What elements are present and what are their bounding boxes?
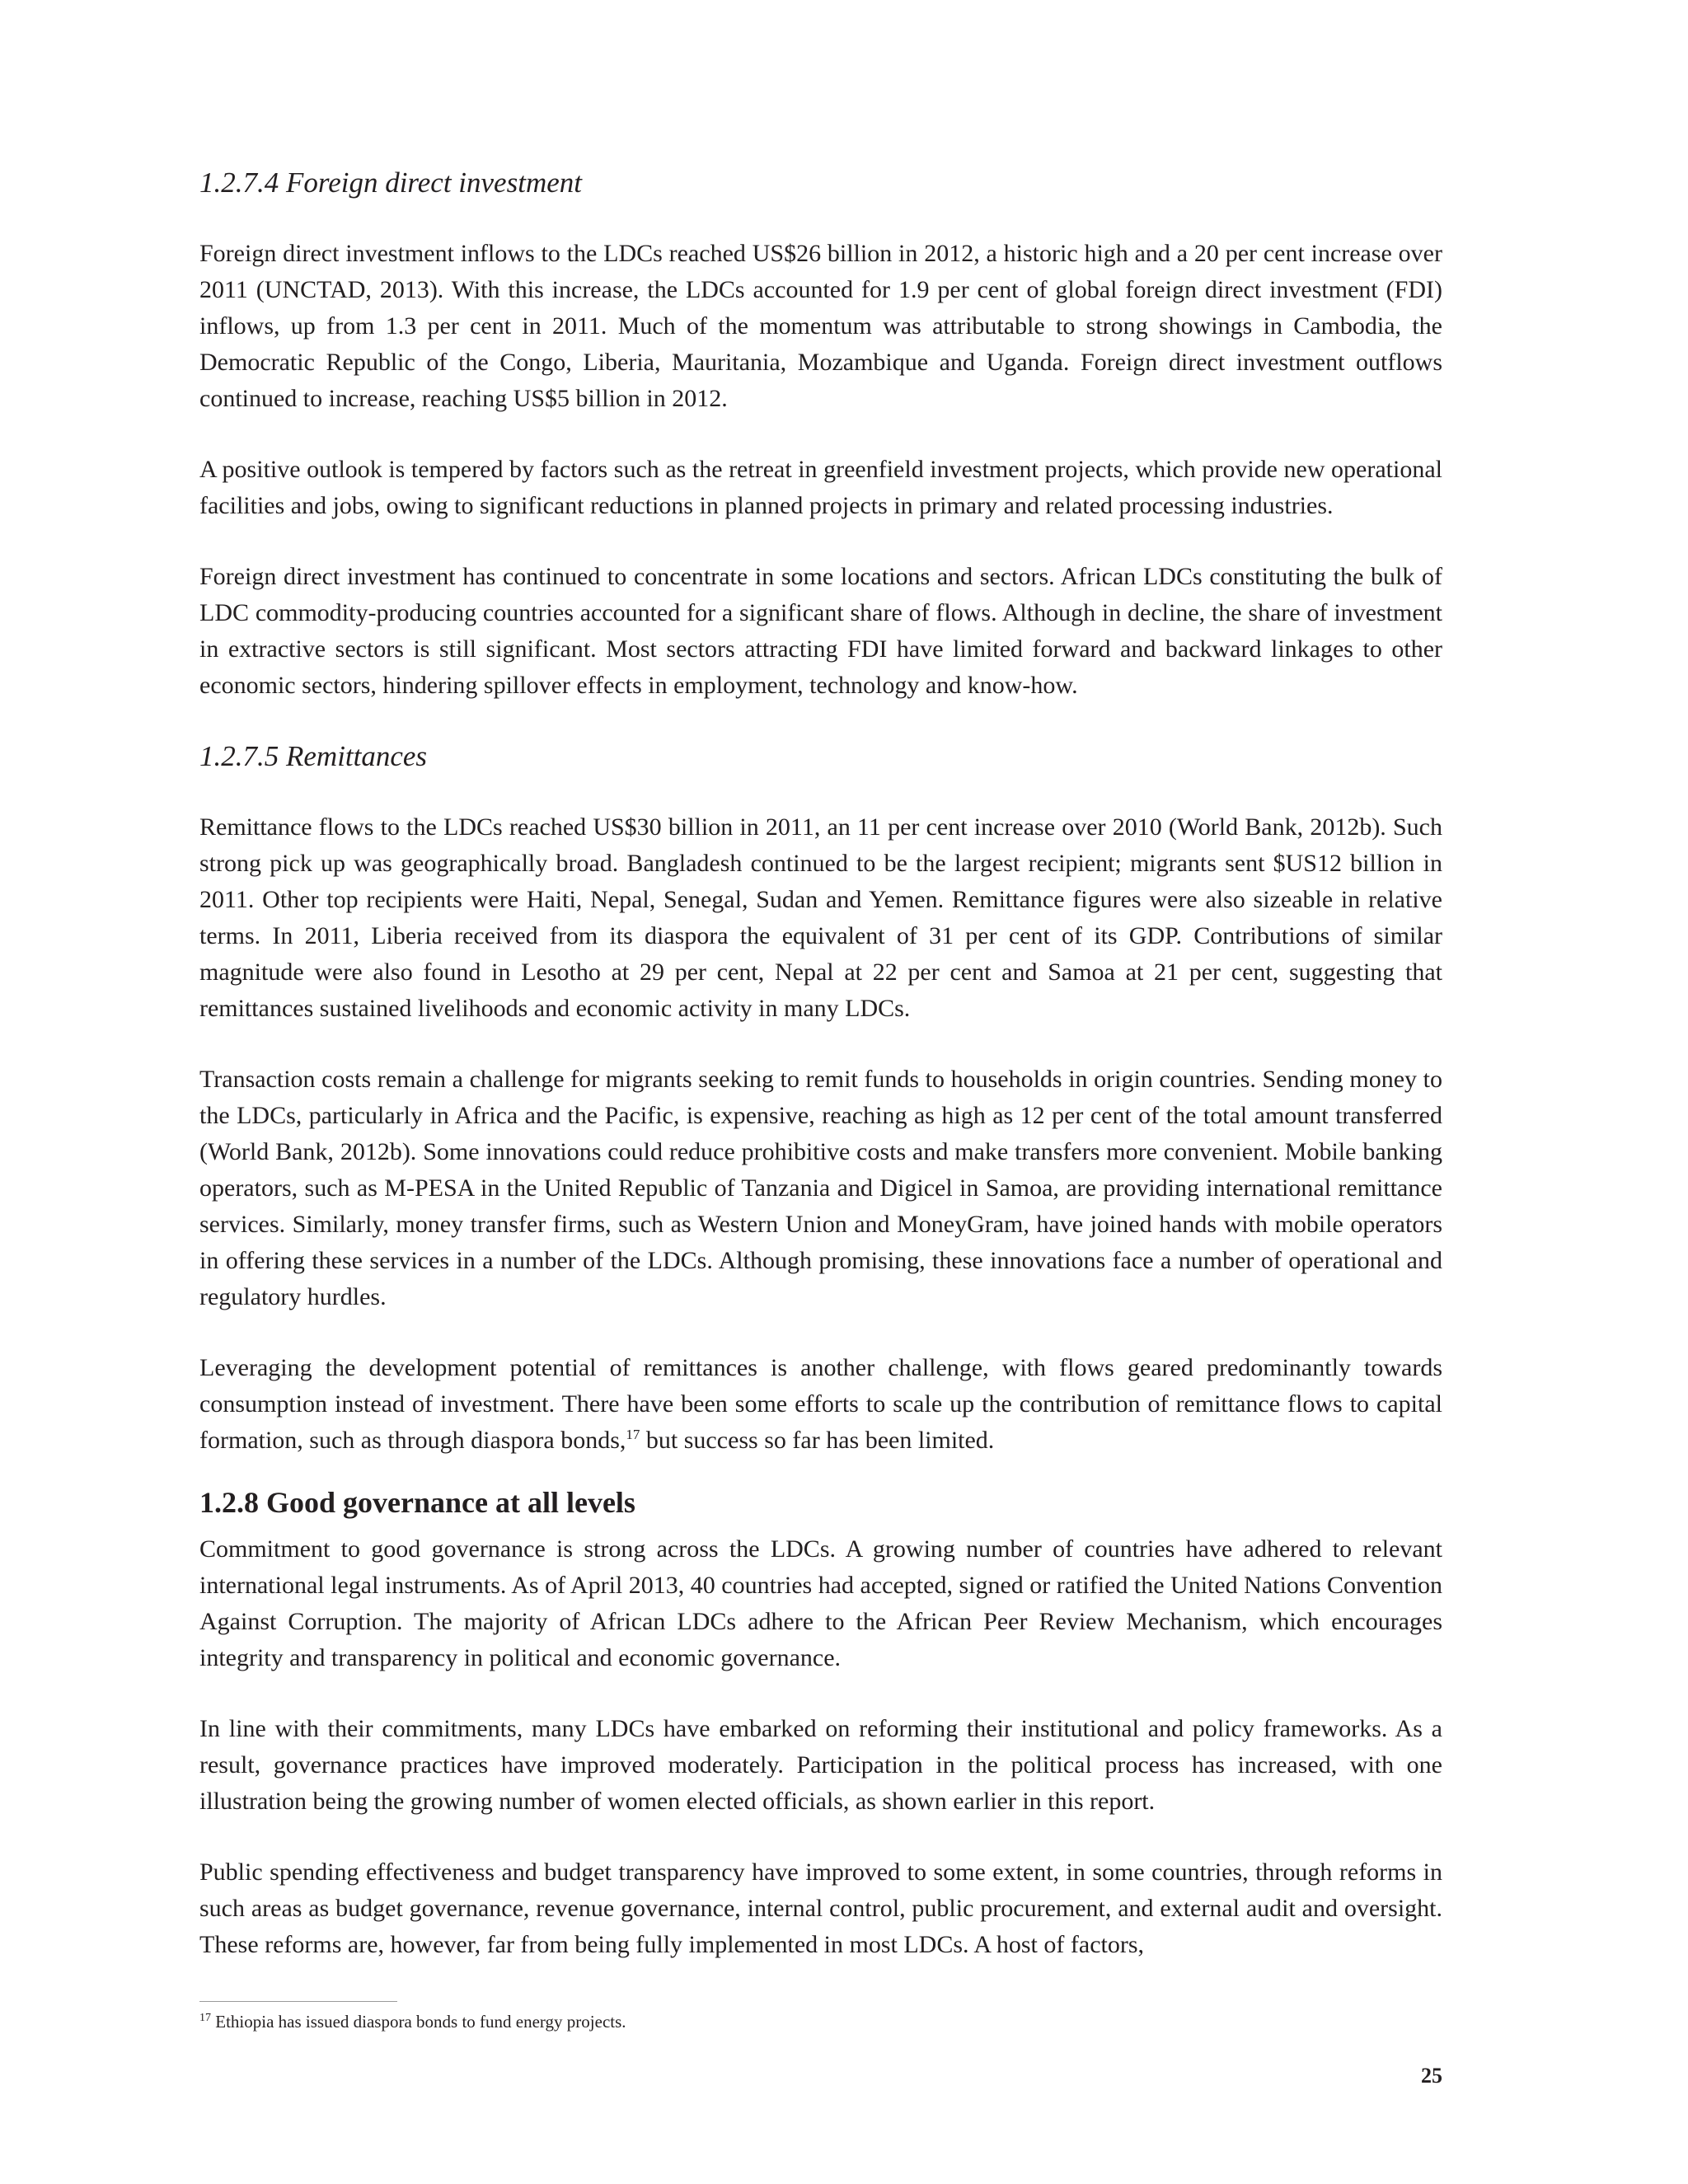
page-body	[199, 165, 1442, 1998]
paragraph: Transaction costs remain a challenge for migrants seeking to remit funds to households in origin countries. Sending money to the LDCs, particularly in Africa and the Pacific, is expensive, reaching as high as 12 per cent of the total amount transferred (World Bank, 2012b). Some innovations could reduce prohibitive costs and make transfers more convenient. Mobile banking operators, such as M-PESA in the United Republic of Tanzania and Digicel in Samoa, are providing international remittance services. Similarly, money transfer firms, such as Western Union and MoneyGram, have joined hands with mobile operators in offering these services in a number of the LDCs. Although promising, these innovations face a number of operational and regulatory hurdles.	[199, 1066, 1442, 1310]
footnote-number: 17	[199, 2012, 211, 2024]
paragraph: Remittance flows to the LDCs reached US$30 billion in 2011, an 11 per cent increase over 2010 (World Bank, 2012b). Such strong pick up was geographically broad. Bangladesh continued to be the largest recipient; migrants sent $US12 billion in 2011. Other top recipients were Haiti, Nepal, Senegal, Sudan and Yemen. Remittance figures were also sizeable in relative terms. In 2011, Liberia received from its diaspora the equivalent of 31 per cent of its GDP. Contributions of similar magnitude were also found in Lesotho at 29 per cent, Nepal at 22 per cent and Samoa at 21 per cent, suggesting that remittances sustained livelihoods and economic activity in many LDCs.	[199, 813, 1442, 1022]
section-heading-remittances: 1.2.7.5 Remittances	[199, 740, 428, 772]
section-heading-fdi: 1.2.7.4 Foreign direct investment	[199, 166, 582, 199]
footnote	[199, 2009, 626, 2034]
paragraph: Foreign direct investment inflows to the LDCs reached US$26 billion in 2012, a historic high and a 20 per cent increase over 2011 (UNCTAD, 2013). With this increase, the LDCs accounted for 1.9 per cent of global foreign direct investment (FDI) inflows, up from 1.3 per cent in 2011. Much of the momentum was attributable to strong showings in Cambodia, the Democratic Republic of the Congo, Liberia, Mauritania, Mozambique and Uganda. Foreign direct investment outflows continued to increase, reaching US$5 billion in 2012.	[199, 240, 1442, 412]
paragraph: A positive outlook is tempered by factors such as the retreat in greenfield investment projects, which provide new operational facilities and jobs, owing to significant reductions in planned projects in primary and related processing industries.	[199, 456, 1442, 519]
paragraph: Public spending effectiveness and budget transparency have improved to some extent, in some countries, through reforms in such areas as budget governance, revenue governance, internal control, public procurement, and external audit and oversight. These reforms are, however, far from being fully implemented in most LDCs. A host of factors,	[199, 1858, 1442, 1958]
paragraph-text: but success so far has been limited.	[640, 1427, 995, 1454]
paragraph-text: Leveraging the development potential of remittances is another challenge, with flows geared predominantly towards consumption instead of investment. There have been some efforts to scale up the contribution of remittance flows to capital formation, such as through diaspora bonds,	[199, 1354, 1442, 1454]
footnote-reference[interactable]: 17	[626, 1427, 640, 1442]
page-number: 25	[1421, 2064, 1442, 2088]
paragraph-with-footnote	[199, 1350, 1442, 1459]
footnote-text: Ethiopia has issued diaspora bonds to fund energy projects.	[211, 2012, 626, 2032]
paragraph: Commitment to good governance is strong across the LDCs. A growing number of countries have adhered to relevant international legal instruments. As of April 2013, 40 countries had accepted, signed or ratified the United Nations Convention Against Corruption. The majority of African LDCs adhere to the African Peer Review Mechanism, which encourages integrity and transparency in political and economic governance.	[199, 1535, 1442, 1671]
footnote-divider	[199, 2001, 397, 2002]
paragraph: In line with their commitments, many LDCs have embarked on reforming their institutional and policy frameworks. As a result, governance practices have improved moderately. Participation in the political process has increased, with one illustration being the growing number of women elected officials, as shown earlier in this report.	[199, 1715, 1442, 1815]
paragraph: Foreign direct investment has continued to concentrate in some locations and sectors. African LDCs constituting the bulk of LDC commodity-producing countries accounted for a significant share of flows. Although in decline, the share of investment in extractive sectors is still significant. Most sectors attracting FDI have limited forward and backward linkages to other economic sectors, hindering spillover effects in employment, technology and know-how.	[199, 563, 1442, 699]
section-heading-governance: 1.2.8 Good governance at all levels	[199, 1486, 635, 1519]
